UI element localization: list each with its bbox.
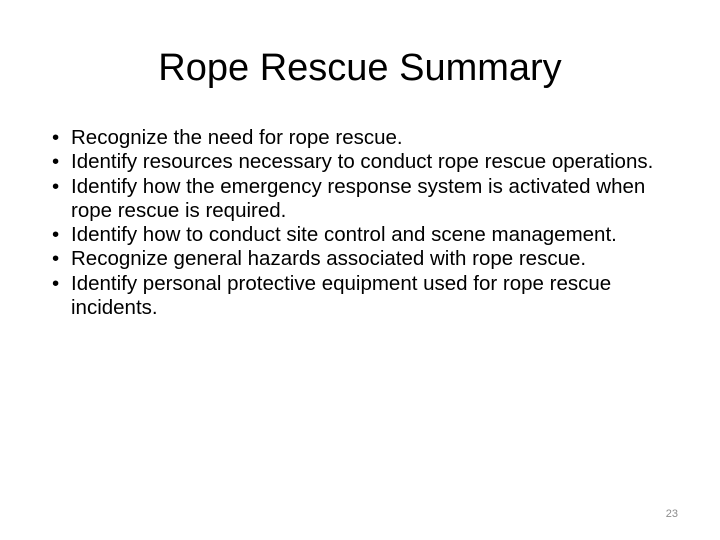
bullet-icon: •	[52, 150, 60, 174]
bullet-text: Identify how to conduct site control and scene management.	[71, 223, 617, 247]
list-item	[52, 150, 692, 174]
bullet-text: Identify how the emergency response system is activated when rope rescue is required.	[71, 174, 646, 222]
list-item	[52, 175, 692, 224]
list-item	[52, 247, 692, 271]
list-item	[52, 272, 692, 321]
bullet-text: Recognize general hazards associated with rope rescue.	[71, 247, 587, 271]
bullet-icon: •	[52, 271, 60, 295]
bullet-text: Recognize the need for rope rescue.	[71, 126, 403, 149]
bullet-icon: •	[52, 126, 60, 149]
list-item	[52, 126, 692, 150]
slide-title: Rope Rescue Summary	[158, 47, 562, 89]
bullet-icon: •	[52, 174, 60, 198]
page-number: 23	[665, 508, 678, 520]
list-item	[52, 223, 692, 247]
bullet-text: Identify resources necessary to conduct rope rescue operations.	[71, 150, 654, 174]
bullet-icon: •	[52, 223, 60, 247]
bullet-list	[52, 126, 692, 320]
bullet-icon: •	[52, 247, 60, 271]
bullet-text: Identify personal protective equipment used for rope rescue incidents.	[71, 271, 612, 320]
